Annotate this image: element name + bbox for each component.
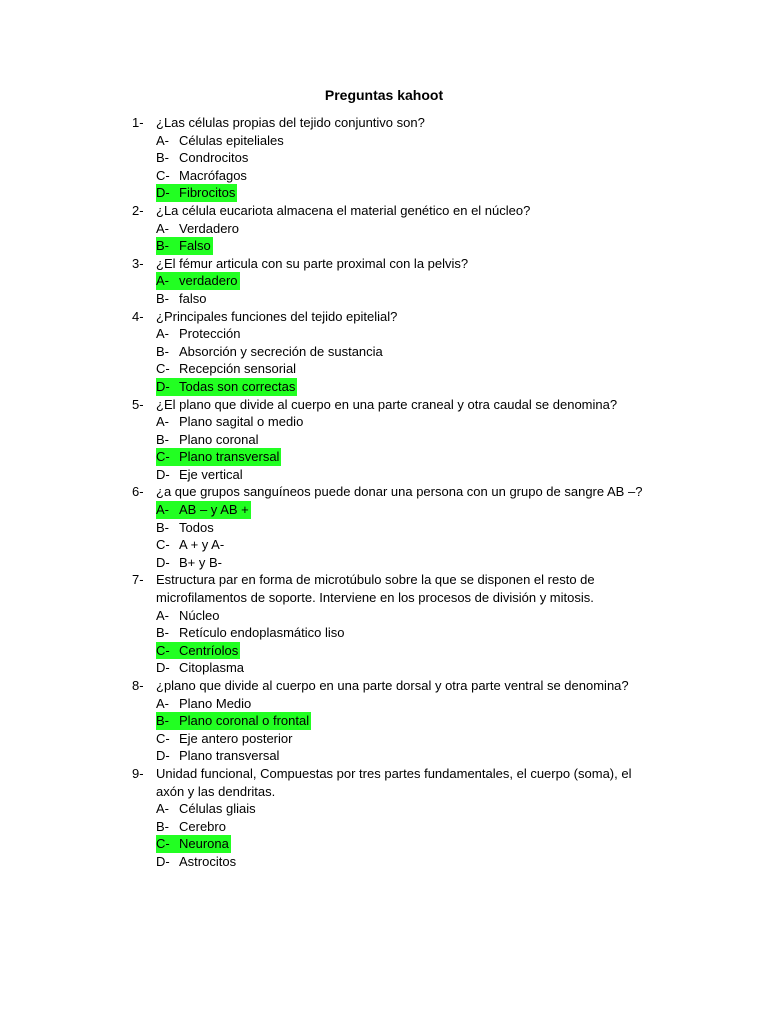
option-content	[156, 730, 294, 748]
option-content	[156, 343, 385, 361]
option-text: Condrocitos	[179, 150, 249, 166]
option-content	[156, 536, 226, 554]
correct-highlight	[156, 642, 240, 660]
answer-option	[156, 519, 642, 537]
answer-option	[156, 360, 642, 378]
answer-option	[156, 607, 642, 625]
option-text: A + y A-	[179, 537, 225, 553]
option-letter: A-	[156, 502, 169, 518]
question-text	[132, 783, 642, 801]
answer-option	[156, 730, 642, 748]
answer-option-correct	[156, 184, 642, 202]
option-letter: A-	[156, 801, 169, 817]
option-letter: C-	[156, 537, 170, 553]
option-text: Falso	[179, 238, 211, 254]
option-letter: B-	[156, 625, 169, 641]
option-content	[156, 466, 245, 484]
correct-highlight	[156, 448, 281, 466]
question-number: 4-	[132, 308, 144, 324]
question-list	[132, 114, 642, 871]
option-text: Neurona	[179, 836, 229, 852]
option-text: Macrófagos	[179, 167, 247, 183]
answer-option	[156, 431, 642, 449]
option-letter: B-	[156, 150, 169, 166]
option-letter: B-	[156, 519, 169, 535]
answer-option	[156, 413, 642, 431]
answer-option-correct	[156, 642, 642, 660]
option-content	[156, 607, 221, 625]
correct-highlight	[156, 378, 297, 396]
option-text: Células gliais	[179, 801, 256, 817]
question-text	[132, 308, 642, 326]
question-number: 2-	[132, 202, 144, 218]
option-text: Fibrocitos	[179, 185, 236, 201]
option-text: Retículo endoplasmático liso	[179, 625, 345, 641]
option-content	[156, 149, 250, 167]
answer-option	[156, 695, 642, 713]
option-letter: A-	[156, 326, 169, 342]
question-text	[132, 483, 642, 501]
question-text-line: ¿El plano que divide al cuerpo en una parte craneal y otra caudal se denomina?	[156, 396, 618, 412]
question-block	[132, 677, 642, 765]
option-letter: B-	[156, 818, 169, 834]
answer-option-correct	[156, 448, 642, 466]
question-text	[132, 571, 642, 589]
answer-option	[156, 800, 642, 818]
option-letter: D-	[156, 853, 170, 869]
option-text: Eje vertical	[179, 466, 243, 482]
answer-option-correct	[156, 835, 642, 853]
question-number: 6-	[132, 484, 144, 500]
option-letter: D-	[156, 185, 170, 201]
answer-option	[156, 167, 642, 185]
option-letter: B-	[156, 290, 169, 306]
option-letter: D-	[156, 466, 170, 482]
question-number: 3-	[132, 255, 144, 271]
option-text: verdadero	[179, 273, 238, 289]
option-text: Todas son correctas	[179, 378, 296, 394]
question-block	[132, 396, 642, 484]
option-text: Recepción sensorial	[179, 361, 297, 377]
option-letter: C-	[156, 642, 170, 658]
option-text: Plano transversal	[179, 748, 280, 764]
option-letter: A-	[156, 607, 169, 623]
question-number: 7-	[132, 572, 144, 588]
option-text: Cerebro	[179, 818, 226, 834]
option-letter: D-	[156, 554, 170, 570]
question-text	[132, 255, 642, 273]
option-content	[156, 220, 241, 238]
correct-highlight	[156, 835, 231, 853]
option-text: Astrocitos	[179, 853, 237, 869]
option-letter: A-	[156, 695, 169, 711]
option-content	[156, 818, 228, 836]
option-letter: A-	[156, 414, 169, 430]
option-letter: D-	[156, 660, 170, 676]
option-letter: A-	[156, 132, 169, 148]
question-text-line: ¿El fémur articula con su parte proximal con la pelvis?	[156, 255, 469, 271]
option-content	[156, 624, 346, 642]
option-letter: A-	[156, 273, 169, 289]
option-content	[156, 413, 305, 431]
page-title: Preguntas kahoot	[324, 87, 444, 103]
option-content	[156, 325, 242, 343]
option-content	[156, 290, 208, 308]
option-text: Eje antero posterior	[179, 730, 293, 746]
correct-highlight	[156, 712, 311, 730]
option-text: Protección	[179, 326, 241, 342]
question-text-line: microfilamentos de soporte. Interviene en los procesos de división y mitosis.	[156, 590, 594, 606]
answer-option	[156, 132, 642, 150]
question-block	[132, 202, 642, 255]
option-text: Núcleo	[179, 607, 220, 623]
question-block	[132, 255, 642, 308]
answer-option	[156, 149, 642, 167]
answer-option	[156, 325, 642, 343]
answer-option-correct	[156, 237, 642, 255]
option-letter: A-	[156, 220, 169, 236]
option-letter: C-	[156, 730, 170, 746]
answer-option	[156, 554, 642, 572]
option-text: falso	[179, 290, 207, 306]
option-content	[156, 167, 249, 185]
option-content	[156, 519, 216, 537]
answer-option-correct	[156, 378, 642, 396]
option-content	[156, 132, 286, 150]
answer-option-correct	[156, 501, 642, 519]
answer-option	[156, 747, 642, 765]
option-letter: B-	[156, 431, 169, 447]
option-letter: D-	[156, 748, 170, 764]
question-text	[132, 589, 642, 607]
option-content	[156, 659, 246, 677]
question-block	[132, 114, 642, 202]
question-number: 9-	[132, 765, 144, 781]
option-content	[156, 853, 238, 871]
answer-option	[156, 220, 642, 238]
answer-option	[156, 536, 642, 554]
option-text: AB – y AB +	[179, 502, 249, 518]
option-letter: B-	[156, 713, 169, 729]
answer-option-correct	[156, 272, 642, 290]
answer-option	[156, 659, 642, 677]
answer-option	[156, 466, 642, 484]
option-text: Verdadero	[179, 220, 239, 236]
option-content	[156, 431, 261, 449]
question-block	[132, 308, 642, 396]
option-text: Plano Medio	[179, 695, 252, 711]
answer-option	[156, 624, 642, 642]
question-text-line: ¿a que grupos sanguíneos puede donar una persona con un grupo de sangre AB –?	[156, 484, 643, 500]
option-letter: C-	[156, 836, 170, 852]
correct-highlight	[156, 184, 237, 202]
option-text: Todos	[179, 519, 214, 535]
question-block	[132, 571, 642, 677]
question-text-line: axón y las dendritas.	[156, 783, 276, 799]
correct-highlight	[156, 272, 240, 290]
question-text-line: ¿La célula eucariota almacena el material genético en el núcleo?	[156, 202, 531, 218]
option-text: Plano transversal	[179, 449, 280, 465]
option-content	[156, 747, 281, 765]
option-letter: B-	[156, 343, 169, 359]
question-number: 1-	[132, 115, 144, 130]
option-content	[156, 554, 224, 572]
option-content	[156, 695, 253, 713]
question-text-line: ¿plano que divide al cuerpo en una parte dorsal y otra parte ventral se denomina?	[156, 678, 629, 693]
question-text-line: ¿Principales funciones del tejido epitelial?	[156, 308, 398, 324]
option-text: Plano coronal	[179, 431, 259, 447]
question-text	[132, 396, 642, 414]
option-content	[156, 360, 298, 378]
question-text	[132, 677, 642, 695]
answer-option	[156, 343, 642, 361]
correct-highlight	[156, 501, 251, 519]
option-text: Plano coronal o frontal	[179, 713, 310, 729]
option-letter: C-	[156, 167, 170, 183]
question-text-line: Unidad funcional, Compuestas por tres partes fundamentales, el cuerpo (soma), el	[156, 765, 632, 781]
question-block	[132, 483, 642, 571]
option-letter: C-	[156, 449, 170, 465]
question-number: 5-	[132, 396, 144, 412]
question-text	[132, 202, 642, 220]
option-text: Células epiteliales	[179, 132, 284, 148]
answer-option	[156, 818, 642, 836]
option-letter: C-	[156, 361, 170, 377]
option-letter: B-	[156, 238, 169, 254]
correct-highlight	[156, 237, 213, 255]
question-text	[132, 765, 642, 783]
answer-option	[156, 853, 642, 871]
option-text: Citoplasma	[179, 660, 245, 676]
option-text: B+ y B-	[179, 554, 222, 570]
option-text: Centríolos	[179, 642, 239, 658]
option-text: Absorción y secreción de sustancia	[179, 343, 383, 359]
question-text-line: ¿Las células propias del tejido conjuntivo son?	[156, 115, 425, 130]
question-text-line: Estructura par en forma de microtúbulo sobre la que se disponen el resto de	[156, 572, 595, 588]
question-number: 8-	[132, 678, 144, 693]
question-block	[132, 765, 642, 871]
question-text	[132, 114, 642, 132]
option-text: Plano sagital o medio	[179, 414, 304, 430]
answer-option-correct	[156, 712, 642, 730]
answer-option	[156, 290, 642, 308]
option-content	[156, 800, 258, 818]
option-letter: D-	[156, 378, 170, 394]
